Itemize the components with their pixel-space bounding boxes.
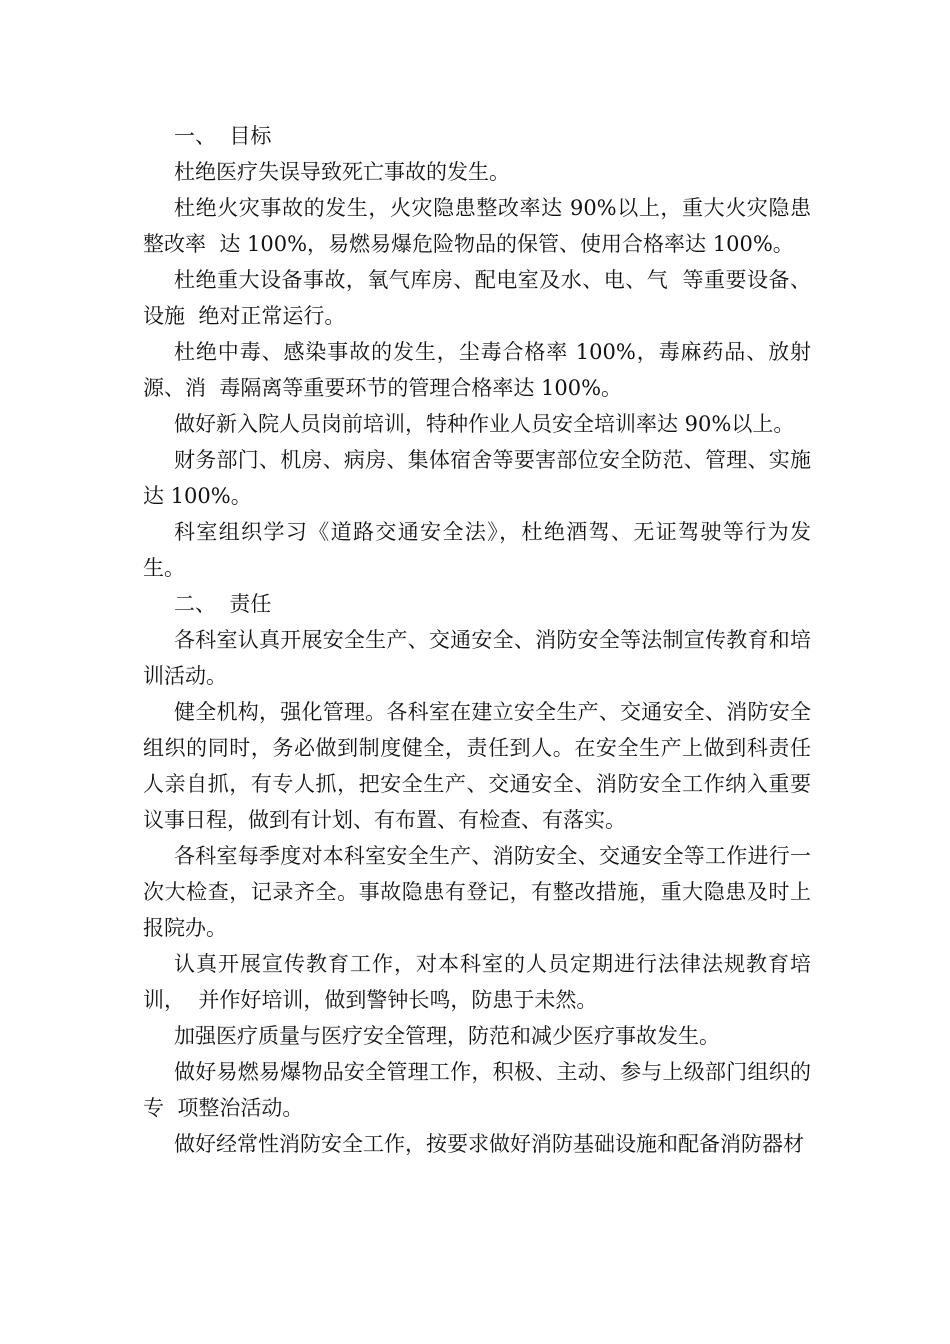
paragraph: 各科室每季度对本科室安全生产、消防安全、交通安全等工作进行一次大检查，记录齐全。事故隐患有登记，有整改措施，重大隐患及时上报院办。 [143, 844, 811, 940]
paragraph: 健全机构，强化管理。各科室在建立安全生产、交通安全、消防安全组织的同时，务必做到制度健全，责任到人。在安全生产上做到科责任人亲自抓，有专人抓，把安全生产、交通安全、消防安全工作纳入重要议事日程，做到有计划、有布置、有检查、有落实。 [143, 700, 811, 832]
section-heading: 二、 责任 [174, 592, 272, 616]
paragraph: 科室组织学习《道路交通安全法》，杜绝酒驾、无证驾驶等行为发生。 [143, 520, 811, 580]
paragraph: 加强医疗质量与医疗安全管理，防范和减少医疗事故发生。 [174, 1024, 720, 1048]
paragraph: 杜绝重大设备事故，氧气库房、配电室及水、电、气 等重要设备、设施 绝对正常运行。 [143, 268, 811, 328]
paragraph: 认真开展宣传教育工作，对本科室的人员定期进行法律法规教育培训， 并作好培训，做到警钟长鸣，防患于未然。 [143, 952, 811, 1012]
paragraph: 各科室认真开展安全生产、交通安全、消防安全等法制宣传教育和培训活动。 [143, 628, 811, 688]
paragraph: 做好易燃易爆物品安全管理工作，积极、主动、参与上级部门组织的专 项整治活动。 [143, 1060, 811, 1120]
section-heading: 一、 目标 [174, 124, 272, 148]
paragraph: 做好经常性消防安全工作，按要求做好消防基础设施和配备消防器材 [174, 1132, 804, 1156]
paragraph: 财务部门、机房、病房、集体宿舍等要害部位安全防范、管理、实施达 100%。 [143, 448, 811, 508]
paragraph: 做好新入院人员岗前培训，特种作业人员安全培训率达 90%以上。 [174, 412, 795, 436]
paragraph: 杜绝火灾事故的发生，火灾隐患整改率达 90%以上，重大火灾隐患整改率 达 100%，易燃易爆危险物品的保管、使用合格率达 100%。 [143, 196, 811, 256]
paragraph: 杜绝中毒、感染事故的发生，尘毒合格率 100%，毒麻药品、放射源、消 毒隔离等重要环节的管理合格率达 100%。 [143, 340, 811, 400]
paragraph: 杜绝医疗失误导致死亡事故的发生。 [174, 160, 510, 184]
document-body [143, 118, 811, 1162]
